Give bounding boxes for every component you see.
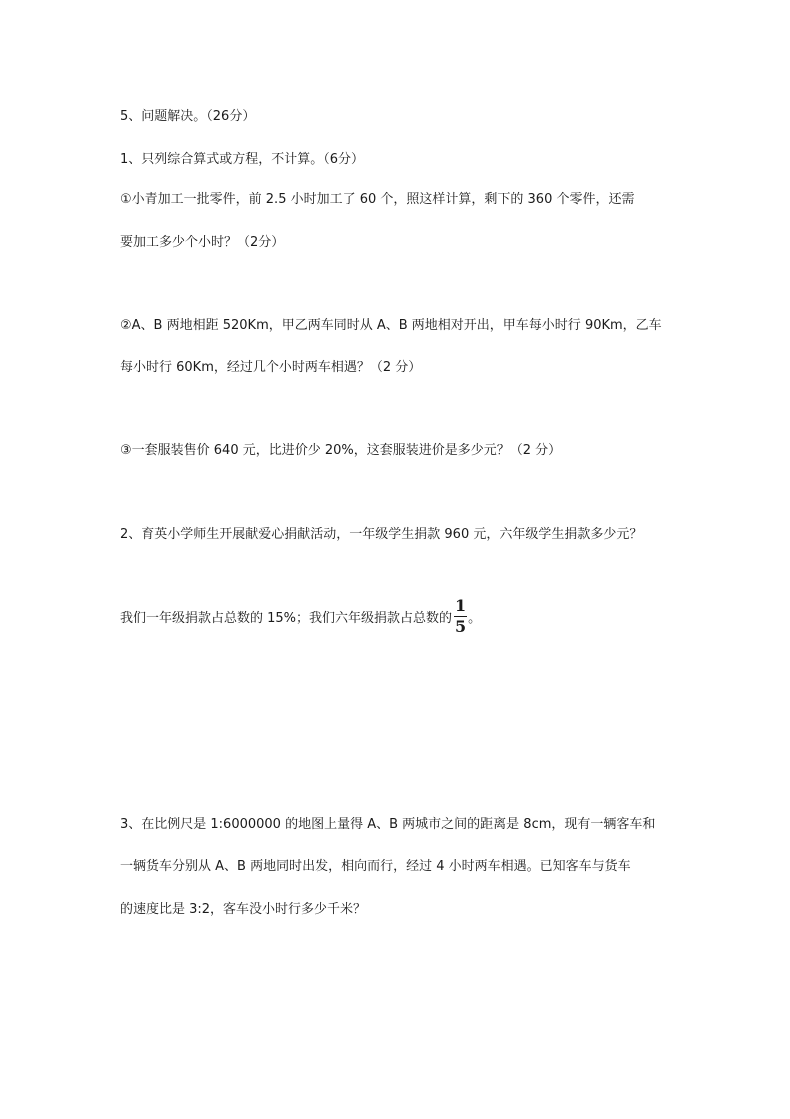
- fraction-denominator: 5: [455, 617, 467, 636]
- question-1b-line-1: ②A、B 两地相距 520Km，甲乙两车同时从 A、B 两地相对开出，甲车每小时行 90Km，乙车: [120, 318, 662, 333]
- section-heading: 5、问题解决。（26分）: [120, 109, 256, 124]
- question-1a-line-2: 要加工多少个小时？（2分）: [120, 235, 285, 250]
- question-1a-line-1: ①小青加工一批零件，前 2.5 小时加工了 60 个，照这样计算，剩下的 360 个零件，还需: [120, 192, 635, 207]
- question-3-line-3: 的速度比是 3:2，客车没小时行多少千米？: [120, 902, 367, 917]
- question-2-line-1: 2、育英小学师生开展献爱心捐献活动，一年级学生捐款 960 元，六年级学生捐款多少元？: [120, 527, 643, 542]
- question-1-intro: 1、只列综合算式或方程，不计算。（6分）: [120, 152, 365, 167]
- question-2-line-2-prefix: 我们一年级捐款占总数的 15%；我们六年级捐款占总数的: [120, 611, 453, 626]
- fraction-one-fifth: [454, 598, 467, 635]
- question-3-line-1: 3、在比例尺是 1:6000000 的地图上量得 A、B 两城市之间的距离是 8cm，现有一辆客车和: [120, 817, 656, 832]
- question-2-line-2-suffix: 。: [468, 611, 482, 626]
- fraction-numerator: 1: [455, 596, 467, 615]
- question-1b-line-2: 每小时行 60Km，经过几个小时两车相遇？（2 分）: [120, 360, 422, 375]
- question-3-line-2: 一辆货车分别从 A、B 两地同时出发，相向而行，经过 4 小时两车相遇。已知客车与货车: [120, 859, 631, 874]
- question-2-line-2: [120, 596, 482, 637]
- question-1c-line-1: ③一套服装售价 640 元，比进价少 20%，这套服装进价是多少元？（2 分）: [120, 443, 562, 458]
